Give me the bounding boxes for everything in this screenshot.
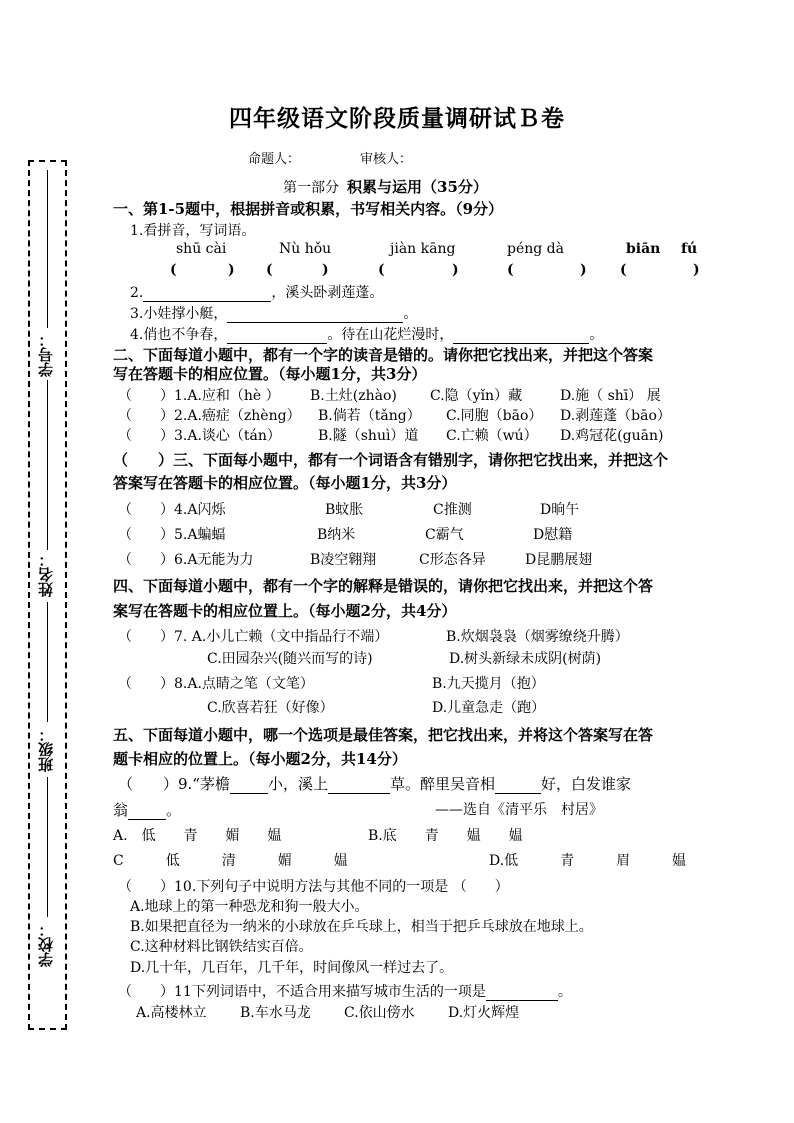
q4-text: 4.俏也不争春， [130, 327, 228, 343]
q11-line [118, 981, 572, 1001]
part-heading [283, 176, 488, 197]
pinyin-6: fú [681, 241, 698, 257]
section-3-heading-2: 答案写在答题卡的相应位置。（每小题1分，共3分） [113, 474, 457, 492]
q10-option-a: A.地球上的第一种恐龙和狗一般大小。 [130, 899, 369, 915]
q8-option-a: （ ）8.A.点睛之笔（文笔） [118, 676, 314, 692]
q9-blank-3[interactable] [495, 793, 541, 794]
q8-option-b: B.九天揽月（抱） [432, 676, 545, 692]
answer-paren-1-open: ( [170, 262, 177, 278]
q10-option-b: B.如果把直径为一纳米的小球放在乒乓球上，相当于把乒乓球放在地球上。 [130, 919, 593, 935]
school-label: 学校： [37, 922, 55, 967]
answer-paren-2-open: ( [266, 262, 273, 278]
q2-line [130, 282, 383, 302]
q2-blank[interactable] [143, 301, 271, 302]
q5-3-option-b: B纳米 [317, 527, 356, 543]
q11-tail: 。 [557, 984, 572, 1000]
answer-paren-5-open: ( [620, 262, 627, 278]
binding-strip [28, 160, 67, 1030]
q4-3-option-a: （ ）4.A闪烁 [118, 502, 226, 518]
q4-line [130, 324, 603, 344]
q9-blank-4[interactable] [128, 819, 166, 820]
q1-2-option-b: B.土灶(zhào) [310, 388, 397, 404]
q3-2-option-b: B.隧（shuì）道 [318, 428, 419, 444]
q9-option-d: D.低 青 眉 媪 [489, 853, 687, 869]
q9-part-6: 。 [166, 801, 182, 819]
q3-text: 3.小娃撑小艇， [130, 306, 228, 322]
q9-part-2: 小，溪上 [267, 775, 328, 793]
q9-part-4: 好，白发谁家 [541, 775, 632, 793]
q4-3-option-b: B蚊胀 [325, 502, 364, 518]
q3-2-option-d: D.鸡冠花(guān) [560, 428, 664, 444]
q1-text: 1.看拼音，写词语。 [130, 223, 256, 239]
answer-paren-3-close: ) [452, 262, 459, 278]
section-4-heading-2: 案写在答题卡的相应位置上。（每小题2分，共4分） [113, 602, 457, 620]
q2-2-option-a: （ ）2.A.癌症（zhèng） [118, 408, 301, 424]
q3-blank[interactable] [227, 322, 403, 323]
q9-option-a: A. 低 青 媚 媪 [113, 828, 282, 844]
q5-3-option-c: C霸气 [425, 527, 464, 543]
q9-blank-2[interactable] [328, 793, 390, 794]
q7-option-a: （ ）7. A.小儿亡赖（文中指品行不端） [118, 629, 389, 645]
answer-paren-2-close: ) [322, 262, 329, 278]
q2-tail: ，溪头卧剥莲蓬。 [271, 285, 384, 301]
section-5-heading-1: 五、下面每道小题中，哪一个选项是最佳答案，把它找出来，并将这个答案写在答 [113, 726, 654, 744]
answer-paren-1-close: ) [228, 262, 235, 278]
q11-option-d: D.灯火辉煌 [448, 1005, 520, 1021]
student-id-label: 学号： [37, 332, 55, 377]
q9-line-1 [118, 773, 631, 794]
pinyin-2: Nù hǒu [279, 241, 332, 257]
q4-tail: 。 [589, 327, 604, 343]
pinyin-3: jiàn kāng [390, 241, 456, 257]
q3-2-option-a: （ ）3.A.谈心（tán） [118, 428, 281, 444]
section-3-heading-1: （ ）三、下面每小题中，都有一个词语含有错别字，请你把它找出来，并把这个 [113, 451, 669, 469]
q9-line-2 [113, 799, 181, 820]
q11-option-c: C.依山傍水 [344, 1005, 415, 1021]
pinyin-4: péng dà [507, 241, 564, 257]
page-title: 四年级语文阶段质量调研试Ｂ卷 [229, 105, 565, 132]
q8-option-d: D.儿童急走（跑） [432, 700, 546, 716]
part-label: 第一部分 [283, 180, 339, 196]
class-line [47, 602, 48, 722]
q6-3-option-b: B凌空翱翔 [310, 552, 377, 568]
q6-3-option-c: C形态各异 [419, 552, 486, 568]
q3-2-option-c: C.亡赖（wú） [446, 428, 538, 444]
q9-part-1: （ ）9.“茅檐 [118, 775, 230, 793]
q3-tail: 。 [403, 306, 418, 322]
q5-3-option-d: D慰籍 [533, 527, 573, 543]
part-title: 积累与运用（35分） [347, 178, 488, 196]
q7-option-c: C.田园杂兴(随兴而写的诗) [207, 651, 373, 667]
q9-blank-1[interactable] [230, 793, 268, 794]
pinyin-5: biān [626, 241, 661, 257]
q2-number: 2. [130, 285, 144, 301]
name-label: 姓名： [37, 552, 55, 597]
q1-2-option-a: （ ）1.A.应和（hè ） [118, 388, 280, 404]
q10-text: （ ）10.下列句子中说明方法与其他不同的一项是 （ ） [118, 879, 509, 895]
q9-option-b: B.底 青 媪 媪 [368, 828, 523, 844]
q7-option-b: B.炊烟袅袅（烟雾缭绕升腾） [446, 629, 629, 645]
q2-2-option-b: B.倘若（tǎng） [318, 408, 421, 424]
q4-3-option-d: D晌午 [540, 502, 580, 518]
name-line [47, 380, 48, 550]
school-line [47, 777, 48, 917]
q9-source: ——选自《清平乐 村居》 [435, 802, 603, 818]
section-1-heading: 一、第1-5题中，根据拼音或积累，书写相关内容。（9分） [113, 200, 504, 218]
section-4-heading-1: 四、下面每道小题中，都有一个字的解释是错误的，请你把它找出来，并把这个答 [113, 577, 654, 595]
q1-2-option-c: C.隐（yǐn）藏 [430, 388, 523, 404]
class-label: 班级： [37, 727, 55, 772]
q6-3-option-d: D昆鹏展翅 [525, 552, 593, 568]
q1-2-option-d: D.施（ shī） 展 [560, 388, 661, 404]
setter-label: 命题人： [248, 152, 301, 167]
q4-mid: 。待在山花烂漫时， [327, 327, 454, 343]
q7-option-d: D.树头新绿未成阴(树荫) [449, 651, 602, 667]
section-5-heading-2: 题卡相应的位置上。（每小题2分，共14分） [113, 750, 407, 768]
q5-3-option-a: （ ）5.A蝙蝠 [118, 527, 226, 543]
q11-option-b: B.车水马龙 [240, 1005, 311, 1021]
answer-paren-4-close: ) [580, 262, 587, 278]
q9-option-c: C 低 清 媚 媪 [113, 853, 348, 869]
q11-blank[interactable] [486, 1000, 558, 1001]
q2-2-option-c: C.同胞（bāo） [446, 408, 543, 424]
student-id-line [47, 170, 48, 328]
answer-paren-4-open: ( [507, 262, 514, 278]
q9-part-5: 翁 [113, 801, 129, 819]
authors-line [248, 148, 412, 167]
section-2-heading-2: 写在答题卡的相应位置。（每小题1分，共3分） [113, 365, 427, 383]
q11-option-a: A.高楼林立 [136, 1005, 207, 1021]
q10-option-c: C.这种材料比钢铁结实百倍。 [130, 939, 313, 955]
q9-part-3: 草。醉里吴音相 [390, 775, 496, 793]
q10-option-d: D.几十年，几百年，几千年，时间像风一样过去了。 [130, 960, 454, 976]
section-2-heading-1: 二、下面每道小题中，都有一个字的读音是错的。请你把它找出来，并把这个答案 [113, 346, 654, 364]
q4-3-option-c: C推测 [433, 502, 472, 518]
q8-option-c: C.欣喜若狂（好像） [207, 700, 334, 716]
pinyin-1: shū cài [176, 241, 227, 257]
answer-paren-5-close: ) [693, 262, 700, 278]
q2-2-option-d: D.剥莲蓬（bāo） [560, 408, 671, 424]
reviewer-label: 审核人： [360, 152, 413, 167]
q6-3-option-a: （ ）6.A无能为力 [118, 552, 254, 568]
answer-paren-3-open: ( [378, 262, 385, 278]
q3-line [130, 303, 417, 323]
q11-text: （ ）11下列词语中，不适合用来描写城市生活的一项是 [118, 984, 486, 1000]
